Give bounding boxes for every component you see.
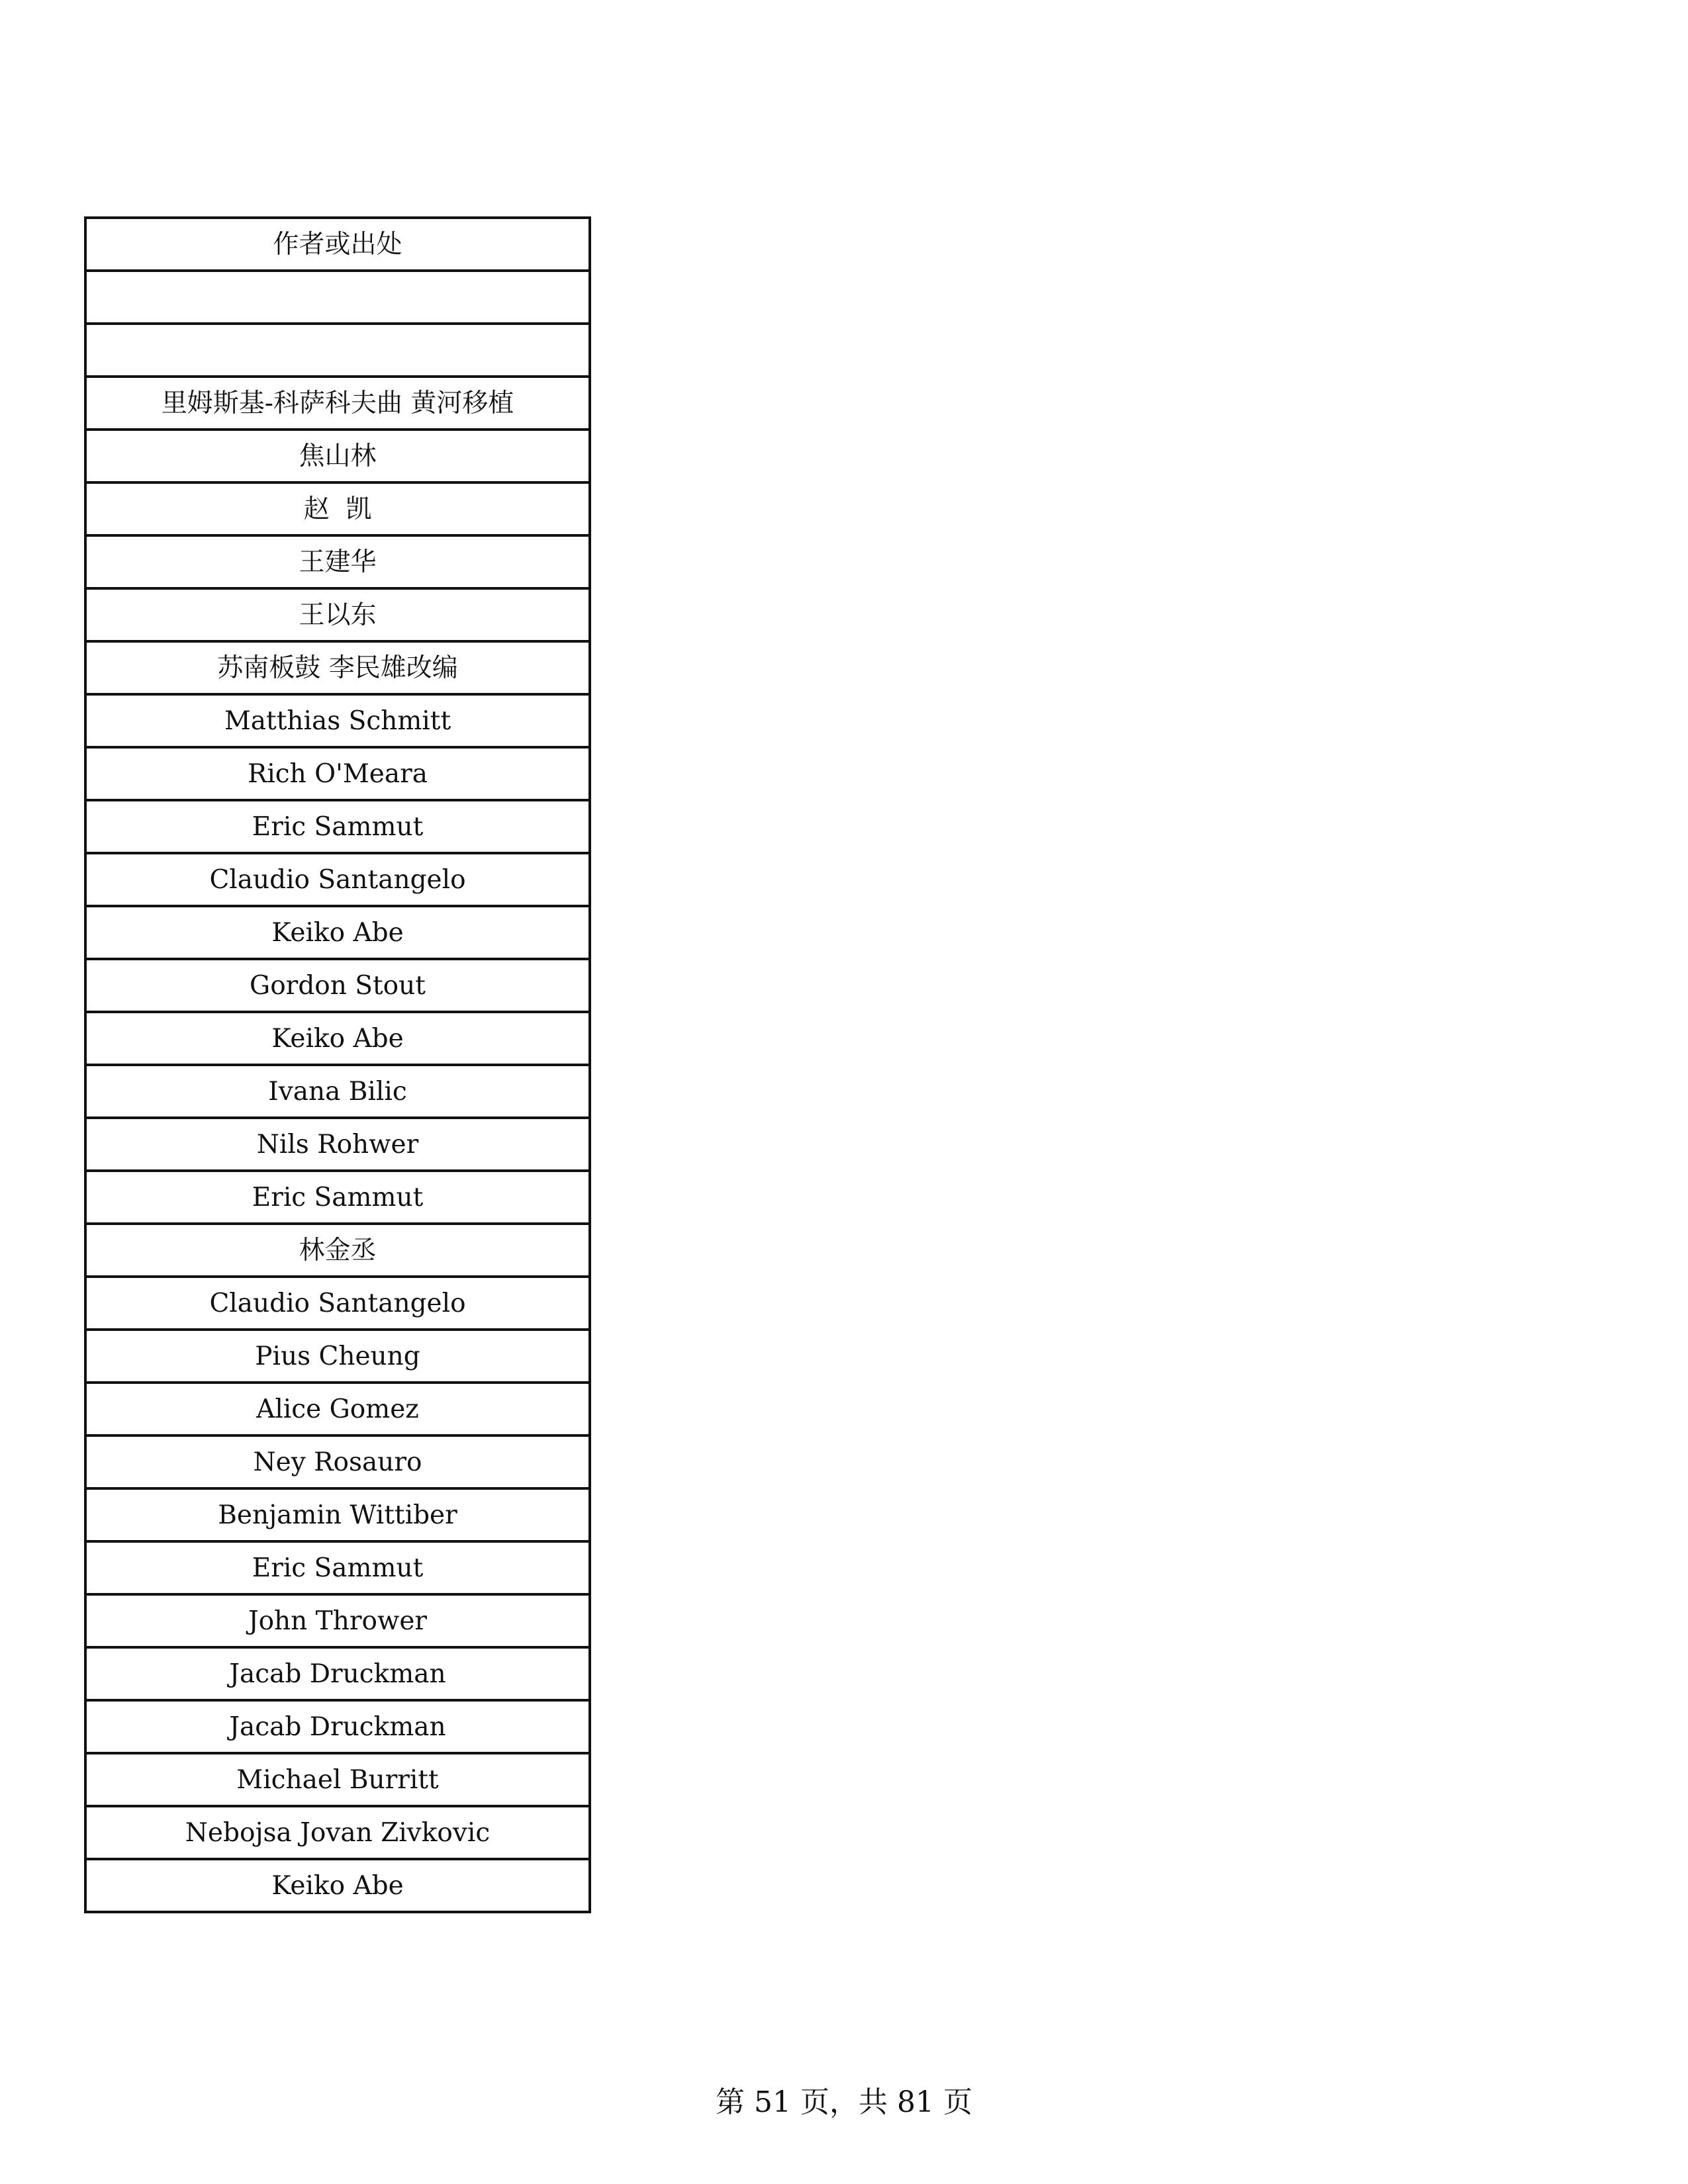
table-row <box>85 482 590 535</box>
table-row <box>85 906 590 959</box>
table-row <box>85 1753 590 1806</box>
table-row <box>85 1118 590 1171</box>
table-row <box>85 1330 590 1383</box>
table-row <box>85 1383 590 1435</box>
author-cell: Claudio Santangelo <box>85 1277 590 1330</box>
table-row <box>85 747 590 800</box>
author-cell: Keiko Abe <box>85 1012 590 1065</box>
table-row <box>85 1224 590 1277</box>
table-body <box>85 218 590 1912</box>
author-cell: Nils Rohwer <box>85 1118 590 1171</box>
table-row <box>85 853 590 906</box>
table-header-row <box>85 218 590 271</box>
author-cell: 苏南板鼓 李民雄改编 <box>85 641 590 694</box>
table-row <box>85 377 590 430</box>
table-row <box>85 1594 590 1647</box>
table-row <box>85 588 590 641</box>
table-row <box>85 800 590 853</box>
table-row <box>85 324 590 377</box>
author-cell: 王以东 <box>85 588 590 641</box>
author-cell: Eric Sammut <box>85 1171 590 1224</box>
author-cell: Nebojsa Jovan Zivkovic <box>85 1806 590 1859</box>
author-cell <box>85 271 590 324</box>
author-cell: Jacab Druckman <box>85 1647 590 1700</box>
page-number-footer: 第 51 页，共 81 页 <box>716 2085 972 2119</box>
author-cell: Ney Rosauro <box>85 1435 590 1488</box>
table-row <box>85 1065 590 1118</box>
author-cell <box>85 324 590 377</box>
table-row <box>85 694 590 747</box>
author-cell: Keiko Abe <box>85 906 590 959</box>
table-row <box>85 1435 590 1488</box>
author-cell: Keiko Abe <box>85 1859 590 1912</box>
author-cell: Gordon Stout <box>85 959 590 1012</box>
table-row <box>85 1541 590 1594</box>
author-cell: Michael Burritt <box>85 1753 590 1806</box>
table-row <box>85 430 590 482</box>
author-cell: Eric Sammut <box>85 1541 590 1594</box>
author-cell: 里姆斯基-科萨科夫曲 黄河移植 <box>85 377 590 430</box>
table-row <box>85 1488 590 1541</box>
author-cell: Matthias Schmitt <box>85 694 590 747</box>
author-cell: 王建华 <box>85 535 590 588</box>
author-cell: John Thrower <box>85 1594 590 1647</box>
table-row <box>85 959 590 1012</box>
column-header-author-source: 作者或出处 <box>85 218 590 271</box>
table-row <box>85 271 590 324</box>
author-cell: Pius Cheung <box>85 1330 590 1383</box>
table-row <box>85 1647 590 1700</box>
table-row <box>85 1171 590 1224</box>
author-cell: Rich O'Meara <box>85 747 590 800</box>
author-cell: Eric Sammut <box>85 800 590 853</box>
table-row <box>85 535 590 588</box>
author-cell: Claudio Santangelo <box>85 853 590 906</box>
table-row <box>85 1277 590 1330</box>
author-cell: Benjamin Wittiber <box>85 1488 590 1541</box>
table-row <box>85 1012 590 1065</box>
author-cell: 林金丞 <box>85 1224 590 1277</box>
author-cell: Ivana Bilic <box>85 1065 590 1118</box>
table-row <box>85 1806 590 1859</box>
author-source-table <box>84 216 591 1913</box>
author-cell: Alice Gomez <box>85 1383 590 1435</box>
author-cell: 焦山林 <box>85 430 590 482</box>
table-row <box>85 1859 590 1912</box>
author-cell: 赵 凯 <box>85 482 590 535</box>
table-row <box>85 1700 590 1753</box>
table-row <box>85 641 590 694</box>
author-cell: Jacab Druckman <box>85 1700 590 1753</box>
